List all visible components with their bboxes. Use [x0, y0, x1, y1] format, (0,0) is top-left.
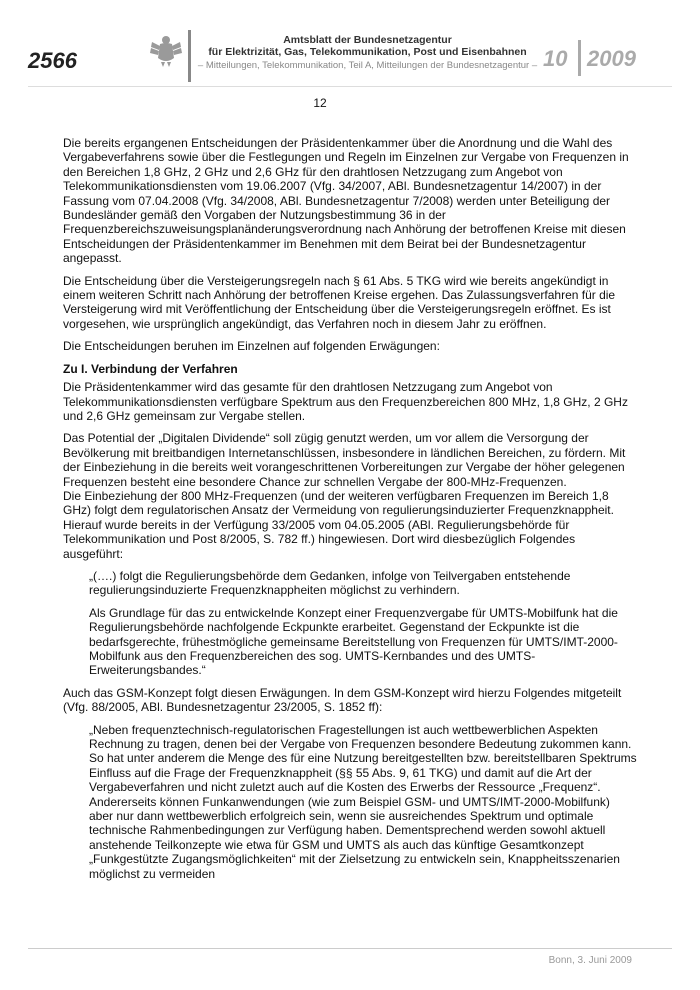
federal-eagle-icon — [150, 34, 182, 68]
block-quote: Als Grundlage für das zu entwickelnde Konzept einer Frequenzvergabe für UMTS-Mobilfunk hat die Regulierungsbehörde nachfolgende Eckpunkte erarbeitet. Gegenstand der Eckpunkte ist die bedarfsgerechte, frühestmögliche gemeinsame Bereitstellung von Frequenzen für UMTS/IMT-2000-Mobilfunk aus den Frequenzbereichen des sog. UMTS-Kernbandes und des UMTS-Erweiterungsbandes.“ — [89, 605, 618, 678]
issue-year: 2009 — [587, 46, 636, 71]
paragraph: Die bereits ergangenen Entscheidungen der Präsidentenkammer über die Anordnung und die Wahl des Vergabeverfahrens sowie über die Festlegungen und Regeln im Einzelnen zur Vergabe von Frequenzen in den Bereichen 1,8 GHz, 2 GHz und 2,6 GHz für den drahtlosen Netzzugang zum Angebot von Telekommunikationsdiensten vom 19.06.2007 (Vfg. 34/2007, ABl. Bundesnetzagentur 14/2007) in der Fassung vom 07.04.2008 (Vfg. 34/2008, ABl. Bundesnetzagentur 7/2008) werden unter Beteiligung der Bundesländer gemäß den Vorgaben der Nutzungsbestimmung 36 in der Frequenzbereichszuweisungsplanänderungsverordnung nach Anhörung der betroffenen Kreise mit diesen Entscheidungen der Präsidentenkammer im Benehmen mit dem Beirat bei der Bundesnetzagentur angepasst. — [63, 136, 629, 266]
paragraph: Die Einbeziehung der 800 MHz-Frequenzen (und der weiteren verfügbaren Frequenzen im Bereich 1,8 GHz) folgt dem regulatorischen Ansatz der Vermeidung von regulierungsinduzierter Frequenzknappheit. Hierauf wurde bereits in der Verfügung 33/2005 vom 04.05.2005 (ABl. Regulierungsbehörde für Telekommunikation und Post 8/2005, S. 782 ff.) hingewiesen. Dort wird diesbezüglich Folgendes ausgeführt: — [63, 488, 614, 561]
document-body — [63, 136, 637, 889]
header-divider — [188, 30, 191, 82]
footer-date: Bonn, 3. Juni 2009 — [548, 955, 632, 966]
footer-rule — [28, 948, 672, 949]
gazette-title: Amtsblatt der Bundesnetzagentur — [283, 34, 452, 46]
paragraph: Das Potential der „Digitalen Dividende“ soll zügig genutzt werden, um vor allem die Versorgung der Bevölkerung mit breitbandigen Internetanschlüssen, insbesondere in ländlichen Bereichen, zu fördern. Mit der Einbeziehung in die bereits weit vorangeschrittenen Vorbereitungen zur Vergabe der höher gelegenen Frequenzen besteht eine besondere Chance zur schnellen Vergabe der 800-MHz-Frequenzen. — [63, 431, 626, 489]
section-number: 12 — [313, 96, 327, 110]
gazette-section: – Mitteilungen, Telekommunikation, Teil A, Mitteilungen der Bundesnetzagentur – — [197, 60, 538, 71]
issue-divider — [578, 40, 581, 76]
block-quote: „Neben frequenztechnisch-regulatorischen Fragestellungen ist auch wettbewerblichen Aspekten Rechnung zu tragen, denen bei der Vergabe von Frequenzen besondere Bedeutung zukommen kann. So hat unter anderem die Menge des für eine Nutzung bereitgestellten bzw. bereitstellbaren Spektrums Einfluss auf die Frage der Frequenzknappheit (§§ 55 Abs. 9, 61 TKG) und damit auf die Art der Vergabeverfahren und nicht zuletzt auch auf die Kosten des Erwerbs der Ressource „Frequenz“. Andererseits können Funkanwendungen (wie zum Beispiel GSM- und UMTS/IMT-2000-Mobilfunk) aber nur dann wettbewerblich erfolgreich sein, wenn sie ausreichendes Spektrum und optimale technische Rahmenbedingungen zur Verfügung haben. Dementsprechend werden sowohl aktuell anstehende Teilkonzepte wie etwa für GSM und UMTS als auch das künftige Gesamtkonzept „Funkgestützte Zugangsmöglichkeiten“ mit der Zielsetzung zu entwickeln sein, Knappheitsszenarien möglichst zu vermeiden — [89, 722, 637, 881]
gazette-subtitle: für Elektrizität, Gas, Telekommunikation, Post und Eisenbahnen — [208, 46, 527, 58]
section-heading: Zu I. Verbindung der Verfahren — [63, 361, 238, 376]
block-quote: „(….) folgt die Regulierungsbehörde dem Gedanken, infolge von Teilvergaben entstehende regulierungsinduzierte Frequenzknappheiten möglichst zu verhindern. — [89, 568, 571, 598]
header-rule — [28, 86, 672, 87]
paragraph: Die Präsidentenkammer wird das gesamte für den drahtlosen Netzzugang zum Angebot von Telekommunikationsdiensten verfügbare Spektrum aus den Frequenzbereichen 800 MHz, 1,8 GHz, 2 GHz und 2,6 GHz gemeinsam zur Vergabe stellen. — [63, 380, 628, 423]
paragraph: Die Entscheidung über die Versteigerungsregeln nach § 61 Abs. 5 TKG wird wie bereits angekündigt in einem weiteren Schritt nach Anhörung der betroffenen Kreise ergehen. Das Zulassungsverfahren für die Versteigerung wird mit Veröffentlichung der Entscheidung über die Versteigerungsregeln eröffnet. Es ist vorgesehen, wie ursprünglich angekündigt, das Verfahren noch in diesem Jahr zu eröffnen. — [63, 273, 616, 331]
paragraph: Auch das GSM-Konzept folgt diesen Erwägungen. In dem GSM-Konzept wird hierzu Folgendes mitgeteilt (Vfg. 88/2005, ABl. Bundesnetzagentur 23/2005, S. 1852 ff): — [63, 685, 622, 715]
page-number: 2566 — [28, 48, 77, 73]
paragraph: Die Entscheidungen beruhen im Einzelnen auf folgenden Erwägungen: — [63, 339, 440, 354]
issue-number: 10 — [543, 46, 568, 71]
